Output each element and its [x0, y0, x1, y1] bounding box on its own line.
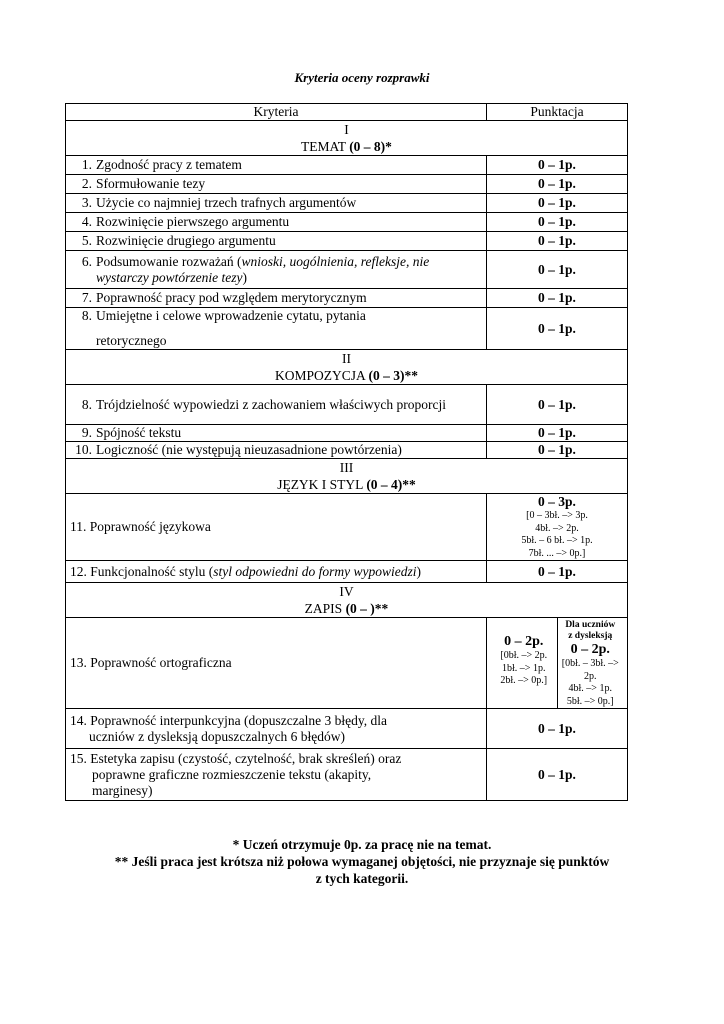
- section-row: [66, 459, 628, 494]
- row-number: 5.: [81, 233, 92, 248]
- row-number: 7.: [81, 290, 92, 305]
- row-text: Logiczność (nie występują nieuzasadnione powtórzenia): [96, 442, 402, 457]
- section-zapis: [66, 583, 628, 618]
- row-text: Sformułowanie tezy: [96, 176, 206, 191]
- table-row: [66, 251, 628, 289]
- row-score: 0 – 2p.: [570, 642, 610, 657]
- row-score: 0 – 1p.: [487, 749, 628, 801]
- row-score-cell: [487, 494, 628, 561]
- score-detail: 2p.: [584, 670, 597, 682]
- row-score: 0 – 3p.: [538, 494, 576, 509]
- table-row: [66, 385, 628, 425]
- table-row: [66, 308, 628, 350]
- row-text: Podsumowanie rozważań (wnioski, uogólnienia, refleksje, nie wystarczy powtórzenie tezy): [96, 253, 430, 285]
- score-detail: 5bł. – 6 bł. –> 1p.: [521, 535, 593, 546]
- row-text: Umiejętne i celowe wprowadzenie cytatu, pytania retorycznego: [96, 308, 366, 348]
- dyslexia-header: z dysleksją: [568, 631, 613, 641]
- score-detail: 4bł. –> 1p.: [568, 683, 612, 694]
- page-title: Kryteria oceny rozprawki: [294, 70, 430, 85]
- row-score: 0 – 1p.: [487, 232, 628, 251]
- score-detail: 1bł. –> 1p.: [502, 662, 546, 674]
- row-score: 0 – 1p.: [487, 175, 628, 194]
- row-number: 3.: [81, 195, 92, 210]
- table-row: [66, 618, 628, 709]
- row-score: 0 – 1p.: [487, 213, 628, 232]
- row-text: Zgodność pracy z tematem: [96, 157, 242, 172]
- row-text: Rozwinięcie pierwszego argumentu: [96, 214, 290, 229]
- table-row: [66, 442, 628, 459]
- row-text: 12. Funkcjonalność stylu (styl odpowiedni do formy wypowiedzi): [66, 561, 487, 583]
- table-row: [66, 194, 628, 213]
- section-name: ZAPIS: [304, 601, 346, 616]
- section-row: [66, 121, 628, 156]
- row-score: 0 – 1p.: [487, 442, 628, 459]
- row-text: 11. Poprawność językowa: [66, 494, 487, 561]
- table-row: [66, 494, 628, 561]
- header-criteria: Kryteria: [66, 104, 487, 121]
- section-name: KOMPOZYCJA: [275, 368, 369, 383]
- row-text: Użycie co najmniej trzech trafnych argumentów: [96, 195, 357, 210]
- section-roman: II: [342, 351, 351, 366]
- score-detail: [0bł. –> 2p.: [500, 650, 548, 661]
- table-row: [66, 213, 628, 232]
- table-row: [66, 232, 628, 251]
- section-range: (0 – )**: [345, 601, 389, 616]
- standard-score: [491, 618, 558, 708]
- row-score: 0 – 1p.: [487, 289, 628, 308]
- row-score-cell: [487, 618, 628, 709]
- row-score: 0 – 1p.: [487, 385, 628, 425]
- score-detail: [0 – 3bł. –> 3p.: [526, 510, 588, 521]
- header-points: Punktacja: [487, 104, 628, 121]
- table-row: [66, 709, 628, 749]
- row-text: 15. Estetyka zapisu (czystość, czytelność, brak skreśleń) oraz poprawne graficzne rozmieszczenie tekstu (akapity, marginesy): [66, 749, 487, 801]
- footnote-temat: * Uczeń otrzymuje 0p. za pracę nie na temat.: [232, 837, 492, 852]
- row-score: 0 – 1p.: [487, 194, 628, 213]
- score-detail: 7bł. ... –> 0p.]: [528, 547, 586, 559]
- section-range: (0 – 8)*: [349, 139, 392, 154]
- table-row: [66, 561, 628, 583]
- row-number: 4.: [81, 214, 92, 229]
- row-number: 2.: [81, 176, 92, 191]
- table-row: [66, 425, 628, 442]
- row-score: 0 – 1p.: [487, 308, 628, 350]
- section-row: [66, 583, 628, 618]
- section-range: (0 – 3)**: [368, 368, 418, 383]
- row-number: 8.: [81, 308, 92, 323]
- score-detail: 2bł. –> 0p.]: [500, 675, 548, 686]
- table-row: [66, 156, 628, 175]
- row-number: 9.: [81, 425, 92, 440]
- section-name: TEMAT: [301, 139, 350, 154]
- section-roman: I: [344, 122, 349, 137]
- row-score: 0 – 1p.: [487, 561, 628, 583]
- table-row: [66, 749, 628, 801]
- footnote-length: ** Jeśli praca jest krótsza niż połowa wymaganej objętości, nie przyznaje się punktów: [114, 854, 610, 869]
- footnotes: [0, 836, 724, 887]
- score-detail: [0bł. – 3bł. –>: [561, 658, 619, 669]
- score-detail: 4bł. –> 2p.: [535, 522, 579, 534]
- row-text: Trójdzielność wypowiedzi z zachowaniem właściwych proporcji: [96, 396, 447, 412]
- row-number: 10.: [75, 442, 92, 457]
- row-score: 0 – 1p.: [487, 425, 628, 442]
- table-row: [66, 175, 628, 194]
- footnote-length-cont: z tych kategorii.: [315, 871, 409, 886]
- row-text: 13. Poprawność ortograficzna: [66, 618, 487, 709]
- row-number: 6.: [81, 253, 92, 269]
- section-jezyk-i-styl: [66, 459, 628, 494]
- section-name: JĘZYK I STYL: [277, 477, 367, 492]
- row-number: 1.: [81, 157, 92, 172]
- row-number: 8.: [81, 396, 92, 412]
- section-kompozycja: [66, 350, 628, 385]
- section-range: (0 – 4)**: [366, 477, 416, 492]
- table-header-row: [66, 104, 628, 121]
- row-score: 0 – 1p.: [487, 156, 628, 175]
- score-detail: 5bł. –> 0p.]: [566, 695, 614, 707]
- row-score: 0 – 1p.: [487, 709, 628, 749]
- criteria-table: [65, 103, 628, 801]
- row-score: 0 – 2p.: [504, 634, 544, 649]
- section-temat: [66, 121, 628, 156]
- row-text: Spójność tekstu: [96, 425, 182, 440]
- section-roman: III: [339, 460, 354, 475]
- row-text: Rozwinięcie drugiego argumentu: [96, 233, 276, 248]
- section-row: [66, 350, 628, 385]
- dyslexia-score: [558, 618, 624, 708]
- dyslexia-header: Dla uczniów: [565, 620, 616, 630]
- table-row: [66, 289, 628, 308]
- section-roman: IV: [339, 584, 354, 599]
- row-text: 14. Poprawność interpunkcyjna (dopuszczalne 3 błędy, dla uczniów z dysleksją dopuszczalnych 6 błędów): [66, 709, 487, 749]
- row-text: Poprawność pracy pod względem merytorycznym: [96, 290, 367, 305]
- row-score: 0 – 1p.: [487, 251, 628, 289]
